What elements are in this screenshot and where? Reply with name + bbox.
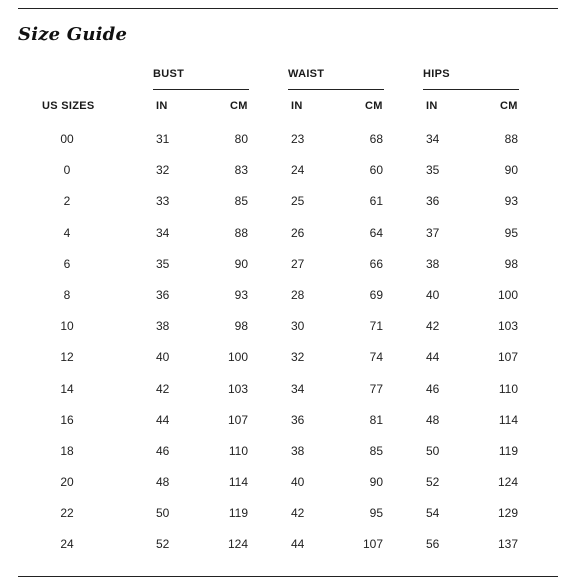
waist-in-cell: 28 bbox=[291, 287, 305, 302]
waist-in-cell: 32 bbox=[291, 350, 305, 365]
waist-in-cell: 38 bbox=[291, 443, 305, 458]
waist-cm-cell: 81 bbox=[369, 412, 383, 427]
table-row bbox=[0, 313, 580, 344]
us-size-cell: 00 bbox=[60, 132, 74, 146]
waist-cm-cell: 60 bbox=[369, 163, 383, 178]
waist-cm-cell: 71 bbox=[369, 319, 383, 334]
table-row bbox=[0, 344, 580, 375]
waist-cm-cell: 90 bbox=[369, 475, 383, 490]
page-title: Size Guide bbox=[18, 24, 128, 45]
hips-cm-cell: 137 bbox=[497, 537, 518, 552]
bust-in-cell: 40 bbox=[156, 350, 170, 365]
bust-header: BUST bbox=[153, 68, 185, 80]
bust-in-cell: 36 bbox=[156, 287, 170, 302]
hips-header: HIPS bbox=[423, 68, 450, 80]
table-row bbox=[0, 376, 580, 407]
hips-in-cell: 56 bbox=[426, 537, 440, 552]
hips-cm-cell: 114 bbox=[498, 412, 518, 427]
table-row bbox=[0, 407, 580, 438]
waist-in-cell: 23 bbox=[291, 132, 305, 146]
waist-cm-cell: 69 bbox=[369, 287, 383, 302]
us-size-cell: 14 bbox=[60, 381, 74, 396]
bust-cm-cell: 90 bbox=[234, 256, 248, 271]
us-size-cell: 8 bbox=[63, 287, 71, 302]
hips-in-cell: 42 bbox=[426, 319, 440, 334]
us-size-cell: 16 bbox=[60, 412, 74, 427]
hips-cm-cell: 124 bbox=[497, 475, 518, 490]
us-size-cell: 10 bbox=[60, 319, 74, 334]
hips-cm-cell: 107 bbox=[497, 350, 518, 365]
hips-in-cell: 34 bbox=[426, 132, 440, 146]
bust-in-header: IN bbox=[156, 100, 168, 112]
bust-in-cell: 42 bbox=[156, 381, 170, 396]
waist-in-cell: 42 bbox=[291, 506, 305, 521]
waist-in-cell: 26 bbox=[291, 225, 305, 240]
waist-cm-cell: 64 bbox=[369, 225, 383, 240]
waist-cm-cell: 77 bbox=[369, 381, 383, 396]
bust-cm-cell: 93 bbox=[234, 287, 248, 302]
us-size-cell: 2 bbox=[63, 194, 71, 209]
table-row bbox=[0, 251, 580, 282]
us-size-cell: 18 bbox=[60, 443, 74, 458]
table-row bbox=[0, 469, 580, 500]
bust-cm-cell: 119 bbox=[228, 506, 248, 521]
hips-cm-cell: 98 bbox=[504, 256, 518, 271]
hips-cm-cell: 119 bbox=[498, 443, 518, 458]
bust-in-cell: 32 bbox=[156, 163, 170, 178]
bust-in-cell: 34 bbox=[156, 225, 170, 240]
hips-in-cell: 38 bbox=[426, 256, 440, 271]
bust-in-cell: 52 bbox=[156, 537, 170, 552]
hips-cm-cell: 90 bbox=[504, 163, 518, 178]
hips-cm-cell: 129 bbox=[497, 506, 518, 521]
hips-cm-cell: 95 bbox=[504, 225, 518, 240]
top-divider bbox=[18, 8, 558, 9]
us-size-cell: 12 bbox=[60, 350, 74, 365]
bust-cm-cell: 80 bbox=[234, 132, 248, 146]
bust-cm-cell: 103 bbox=[227, 381, 248, 396]
table-row bbox=[0, 282, 580, 313]
hips-in-cell: 48 bbox=[426, 412, 440, 427]
waist-in-cell: 27 bbox=[291, 256, 305, 271]
waist-cm-header: CM bbox=[365, 100, 383, 112]
hips-in-cell: 46 bbox=[426, 381, 440, 396]
table-row bbox=[0, 126, 580, 157]
us-size-cell: 20 bbox=[60, 475, 74, 490]
table-row bbox=[0, 438, 580, 469]
bust-in-cell: 46 bbox=[156, 443, 170, 458]
bust-in-cell: 31 bbox=[156, 132, 170, 146]
waist-cm-cell: 107 bbox=[362, 537, 383, 552]
bust-in-cell: 33 bbox=[156, 194, 170, 209]
bust-in-cell: 38 bbox=[156, 319, 170, 334]
waist-header: WAIST bbox=[288, 68, 325, 80]
hips-cm-cell: 88 bbox=[504, 132, 518, 146]
us-size-cell: 6 bbox=[63, 256, 71, 271]
table-row bbox=[0, 188, 580, 219]
us-size-cell: 0 bbox=[63, 163, 71, 178]
bust-cm-cell: 124 bbox=[227, 537, 248, 552]
bust-header-underline bbox=[153, 89, 249, 90]
hips-in-cell: 50 bbox=[426, 443, 440, 458]
bust-cm-cell: 114 bbox=[228, 475, 248, 490]
size-table-body bbox=[0, 126, 580, 563]
us-size-cell: 4 bbox=[63, 225, 71, 240]
waist-cm-cell: 95 bbox=[369, 506, 383, 521]
waist-in-cell: 44 bbox=[291, 537, 305, 552]
hips-cm-cell: 103 bbox=[497, 319, 518, 334]
hips-cm-header: CM bbox=[500, 100, 518, 112]
hips-in-cell: 54 bbox=[426, 506, 440, 521]
bust-in-cell: 35 bbox=[156, 256, 170, 271]
table-row bbox=[0, 500, 580, 531]
waist-in-cell: 40 bbox=[291, 475, 305, 490]
us-sizes-header: US SIZES bbox=[42, 100, 95, 112]
hips-cm-cell: 93 bbox=[504, 194, 518, 209]
hips-in-cell: 40 bbox=[426, 287, 440, 302]
bust-in-cell: 44 bbox=[156, 412, 170, 427]
bust-in-cell: 50 bbox=[156, 506, 170, 521]
hips-in-cell: 35 bbox=[426, 163, 440, 178]
us-size-cell: 22 bbox=[60, 506, 74, 521]
waist-header-underline bbox=[288, 89, 384, 90]
table-row bbox=[0, 220, 580, 251]
hips-cm-cell: 100 bbox=[497, 287, 518, 302]
bust-cm-header: CM bbox=[230, 100, 248, 112]
bust-cm-cell: 88 bbox=[234, 225, 248, 240]
bust-in-cell: 48 bbox=[156, 475, 170, 490]
waist-cm-cell: 66 bbox=[369, 256, 383, 271]
waist-cm-cell: 74 bbox=[369, 350, 383, 365]
hips-in-cell: 37 bbox=[426, 225, 440, 240]
table-row bbox=[0, 531, 580, 562]
hips-in-cell: 44 bbox=[426, 350, 440, 365]
bust-cm-cell: 100 bbox=[227, 350, 248, 365]
waist-cm-cell: 61 bbox=[369, 194, 383, 209]
hips-in-cell: 36 bbox=[426, 194, 440, 209]
waist-in-cell: 34 bbox=[291, 381, 305, 396]
waist-cm-cell: 85 bbox=[369, 443, 383, 458]
waist-cm-cell: 68 bbox=[369, 132, 383, 146]
table-row bbox=[0, 157, 580, 188]
waist-in-cell: 24 bbox=[291, 163, 305, 178]
bust-cm-cell: 98 bbox=[234, 319, 248, 334]
hips-in-cell: 52 bbox=[426, 475, 440, 490]
us-size-cell: 24 bbox=[60, 537, 74, 552]
hips-header-underline bbox=[423, 89, 519, 90]
hips-in-header: IN bbox=[426, 100, 438, 112]
waist-in-cell: 30 bbox=[291, 319, 305, 334]
waist-in-header: IN bbox=[291, 100, 303, 112]
bust-cm-cell: 83 bbox=[234, 163, 248, 178]
bust-cm-cell: 107 bbox=[227, 412, 248, 427]
hips-cm-cell: 110 bbox=[498, 381, 518, 396]
bust-cm-cell: 85 bbox=[234, 194, 248, 209]
bottom-divider bbox=[18, 576, 558, 577]
waist-in-cell: 36 bbox=[291, 412, 305, 427]
bust-cm-cell: 110 bbox=[228, 443, 248, 458]
waist-in-cell: 25 bbox=[291, 194, 305, 209]
